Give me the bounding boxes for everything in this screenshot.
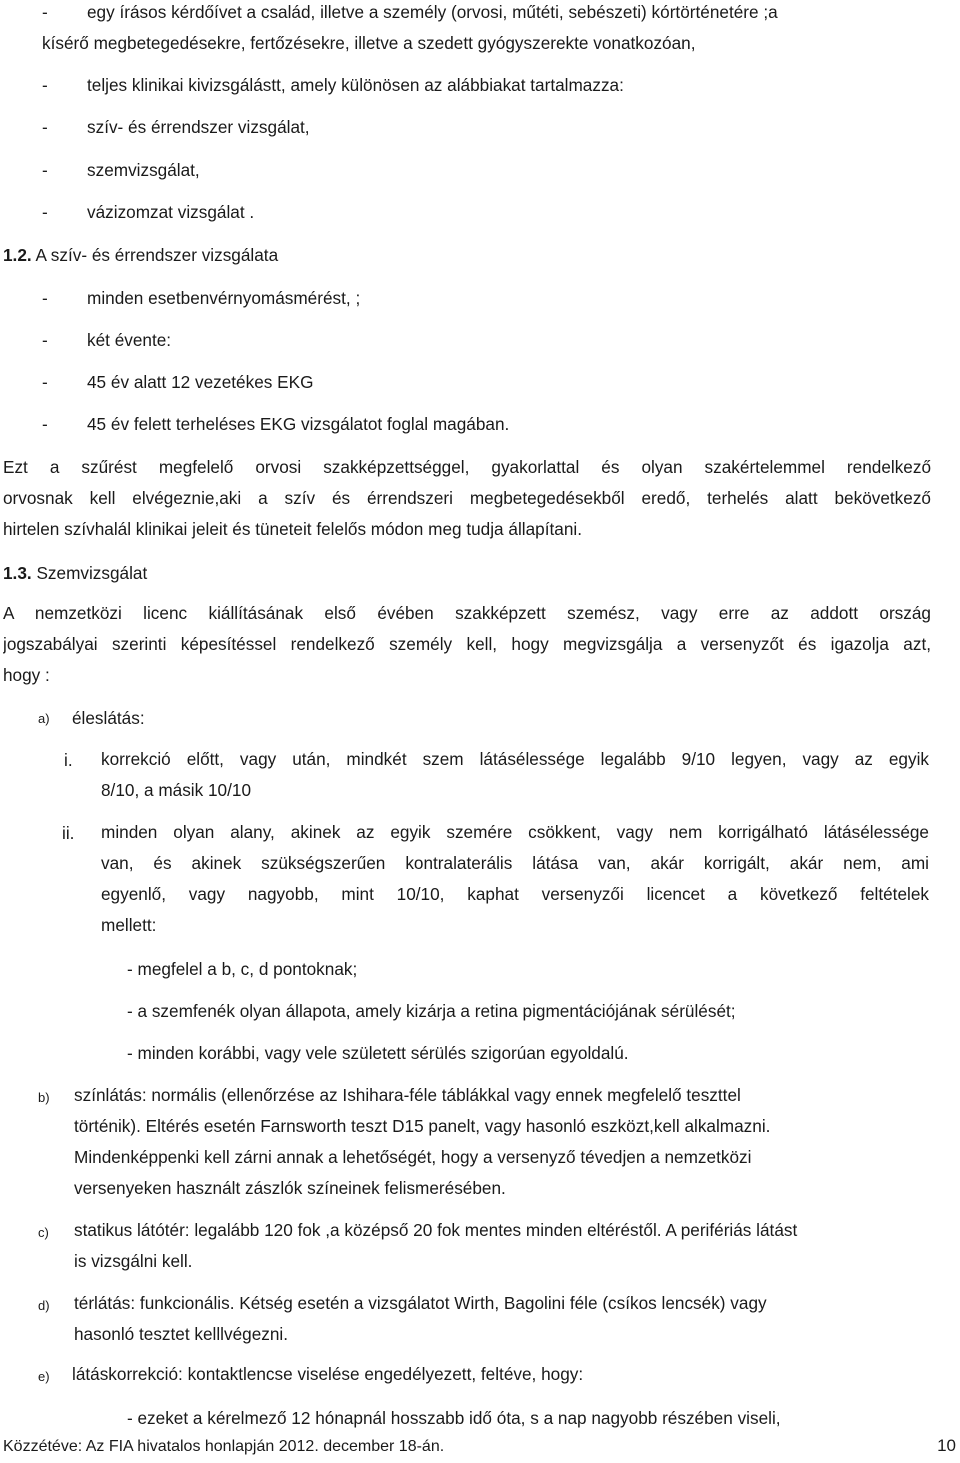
roman-label-ii: ii. [62,823,75,843]
roman-line: egyenlő, vagy nagyobb, mint 10/10, kaphat versenyzői licencet a következő feltételek [101,884,929,904]
item-letter-a: a) [38,711,50,726]
eye-paragraph [3,598,931,691]
cardio-paragraph [3,452,931,545]
roman-block-ii [101,817,929,941]
section-number: 1.3. [3,563,32,583]
condition-item: - minden korábbi, vagy vele született sérülés szigorúan egyoldalú. [127,1043,629,1063]
item-line: versenyeken használt zászlók színeinek felismerésében. [74,1178,506,1198]
dash-marker: - [42,288,48,308]
section-title: Szemvizsgálat [36,563,148,583]
dash-marker: - [42,75,48,95]
dash-marker: - [42,414,48,434]
page-number: 10 [937,1436,956,1455]
condition-item: - ezeket a kérelmező 12 hónapnál hosszabb idő óta, s a nap nagyobb részében viseli, [127,1408,781,1428]
paragraph-line: orvosnak kell elvégeznie,aki a szív és érrendszeri megbetegedésekből eredő, terhelés alatt bekövetkező [3,488,931,508]
item-line: is vizsgálni kell. [74,1251,193,1271]
roman-line: van, és akinek szükségszerűen kontralaterális látása van, akár korrigált, akár nem, ami [101,853,929,873]
roman-line: minden olyan alany, akinek az egyik szemére csökkent, vagy nem korrigálható látásélessége [101,822,929,842]
paragraph-line: hogy : [3,665,50,685]
item-line: színlátás: normális (ellenőrzése az Ishihara-féle táblákkal vagy ennek megfelelő teszttel [74,1085,741,1105]
roman-label-i: i. [64,750,73,770]
item-line: Mindenképpenki kell zárni annak a lehetőségét, hogy a versenyző tévedjen a nemzetközi [74,1147,752,1167]
cardio-item-text: 45 év alatt 12 vezetékes EKG [87,372,314,392]
cardio-item-text: 45 év felett terheléses EKG vizsgálatot foglal magában. [87,414,510,434]
intro-line-2: kísérő megbetegedésekre, fertőzésekre, illetve a szedett gyógyszerekte vonatkozóan, [42,33,696,53]
item-letter-d: d) [38,1298,50,1313]
dash-marker: - [42,202,48,222]
section-title: A szív- és érrendszer vizsgálata [35,245,279,265]
dash-marker: - [42,117,48,137]
condition-item: - a szemfenék olyan állapota, amely kizárja a retina pigmentációjának sérülését; [127,1001,736,1021]
item-line: történik). Eltérés esetén Farnsworth teszt D15 panelt, vagy hasonló eszközt,kell alkalmazni. [74,1116,771,1136]
item-e-text [72,1359,583,1390]
item-a-title: éleslátás: [72,708,145,728]
dash-marker: - [42,2,48,22]
paragraph-line: jogszabályai szerinti képesítéssel rendelkező személy kell, hogy megvizsgálja a versenyzőt és igazolja azt, [3,634,931,654]
item-line: látáskorrekció: kontaktlencse viselése engedélyezett, feltéve, hogy: [72,1364,584,1384]
roman-line: mellett: [101,915,157,935]
section-1-3-heading [3,563,147,584]
dash-marker: - [42,372,48,392]
section-1-2-heading [3,245,278,266]
item-line: térlátás: funkcionális. Kétség esetén a vizsgálatot Wirth, Bagolini féle (csíkos lencsék) vagy [74,1293,767,1313]
paragraph-line: Ezt a szűrést megfelelő orvosi szakképzettséggel, gyakorlattal és olyan szakértelemmel rendelkező [3,457,931,477]
section-number: 1.2. [3,245,32,265]
roman-block-i [101,744,929,806]
cardio-item-text: két évente: [87,330,172,350]
condition-item: - megfelel a b, c, d pontoknak; [127,959,358,979]
exam-item-text: teljes klinikai kivizsgálástt, amely különösen az alábbiakat tartalmazza: [87,75,624,95]
item-c-text [74,1215,797,1277]
intro-line-1: egy írásos kérdőívet a család, illetve a személy (orvosi, műtéti, sebészeti) kórtörténetére ;a [87,2,778,22]
item-line: hasonló tesztet kelllvégezni. [74,1324,289,1344]
paragraph-line: hirtelen szívhalál klinikai jeleit és tüneteit felelős módon meg tudja állapítani. [3,519,582,539]
page-footer: Közzétéve: Az FIA hivatalos honlapján 2012. december 18-án. [3,1438,445,1455]
item-line: statikus látótér: legalább 120 fok ,a középső 20 fok mentes minden eltéréstől. A perifériás látást [74,1220,798,1240]
cardio-item-text: minden esetbenvérnyomásmérést, ; [87,288,361,308]
dash-marker: - [42,330,48,350]
dash-marker: - [42,160,48,180]
roman-line: korrekció előtt, vagy után, mindkét szem látásélessége legalább 9/10 legyen, vagy az egyik [101,749,929,769]
roman-line: 8/10, a másik 10/10 [101,780,252,800]
item-letter-c: c) [38,1225,49,1240]
paragraph-line: A nemzetközi licenc kiállításának első évében szakképzett szemész, vagy erre az addott ország [3,603,931,623]
item-b-text [74,1080,770,1204]
exam-item-text: vázizomzat vizsgálat . [87,202,255,222]
exam-item-text: szív- és érrendszer vizsgálat, [87,117,310,137]
item-letter-e: e) [38,1369,50,1384]
item-letter-b: b) [38,1090,50,1105]
item-d-text [74,1288,767,1350]
exam-item-text: szemvizsgálat, [87,160,200,180]
